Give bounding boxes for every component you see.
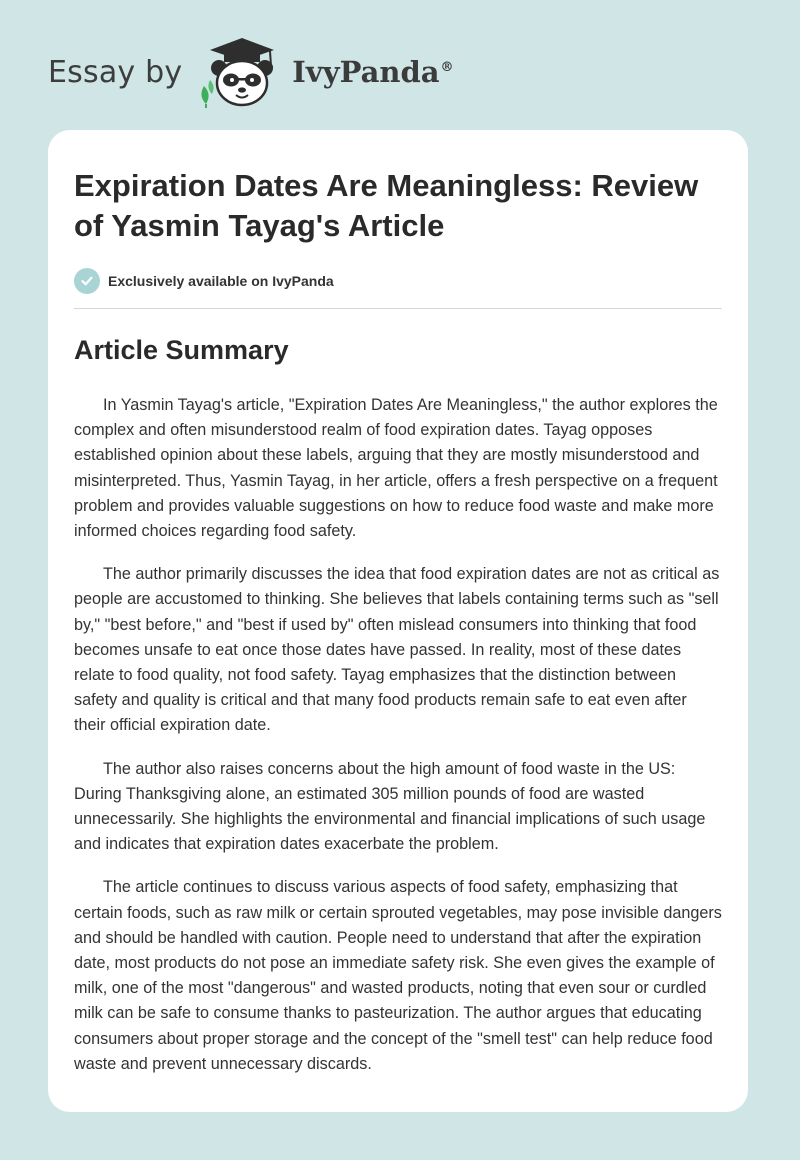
paragraph: The article continues to discuss various aspects of food safety, emphasizing that certain foods, such as raw milk or certain sprouted vegetables, may pose invisible dangers and should be handled with caution. People need to understand that after the expiration date, most products do not pose an immediate safety risk. She even gives the example of milk, one of the most "dangerous" and wasted products, noting that even sour or curdled milk can be safe to consume thanks to pasteurization. The author argues that educating consumers about proper storage and the concept of the "smell test" can help reduce food waste and prevent unnecessary discards. [74, 878, 722, 1073]
exclusive-badge-text: Exclusively available on IvyPanda [108, 273, 334, 289]
exclusive-badge [74, 268, 722, 294]
brand-name [292, 55, 453, 89]
paragraph: The author primarily discusses the idea that food expiration dates are not as critical as people are accustomed to thinking. She believes that labels containing terms such as "sell by," "best before," and "best if used by" often mislead consumers into thinking that food becomes unsafe to eat once those dates have passed. In reality, most of these dates relate to food quality, not food safety. Tayag emphasizes that the distinction between safety and quality is critical and that many food products remain safe to eat even after their official expiration date. [74, 565, 720, 735]
registered-mark: ® [440, 60, 454, 76]
paragraph: In Yasmin Tayag's article, "Expiration Dates Are Meaningless," the author explores the complex and often misunderstood realm of food expiration dates. Tayag opposes established opinion about these labels, arguing that they are mostly misunderstood and misinterpreted. Thus, Yasmin Tayag, in her article, offers a fresh perspective on a frequent problem and provides valuable suggestions on how to reduce food waste and make more informed choices regarding food safety. [74, 396, 718, 541]
section-title: Article Summary [74, 335, 289, 365]
divider [74, 308, 722, 309]
article-title: Expiration Dates Are Meaningless: Review of Yasmin Tayag's Article [74, 168, 699, 243]
paragraph: The author also raises concerns about the high amount of food waste in the US: During Thanksgiving alone, an estimated 305 million pounds of food are wasted unnecessarily. She highlights the environmental and financial implications of such usage and indicates that expiration dates exacerbate the problem. [74, 759, 706, 854]
brand-header [48, 36, 454, 108]
brand-name-text: IvyPanda [292, 55, 440, 89]
essay-by-label: Essay by [48, 54, 183, 90]
article-card [48, 130, 748, 1112]
panda-graduate-icon [196, 36, 288, 108]
check-circle-icon [74, 268, 100, 294]
